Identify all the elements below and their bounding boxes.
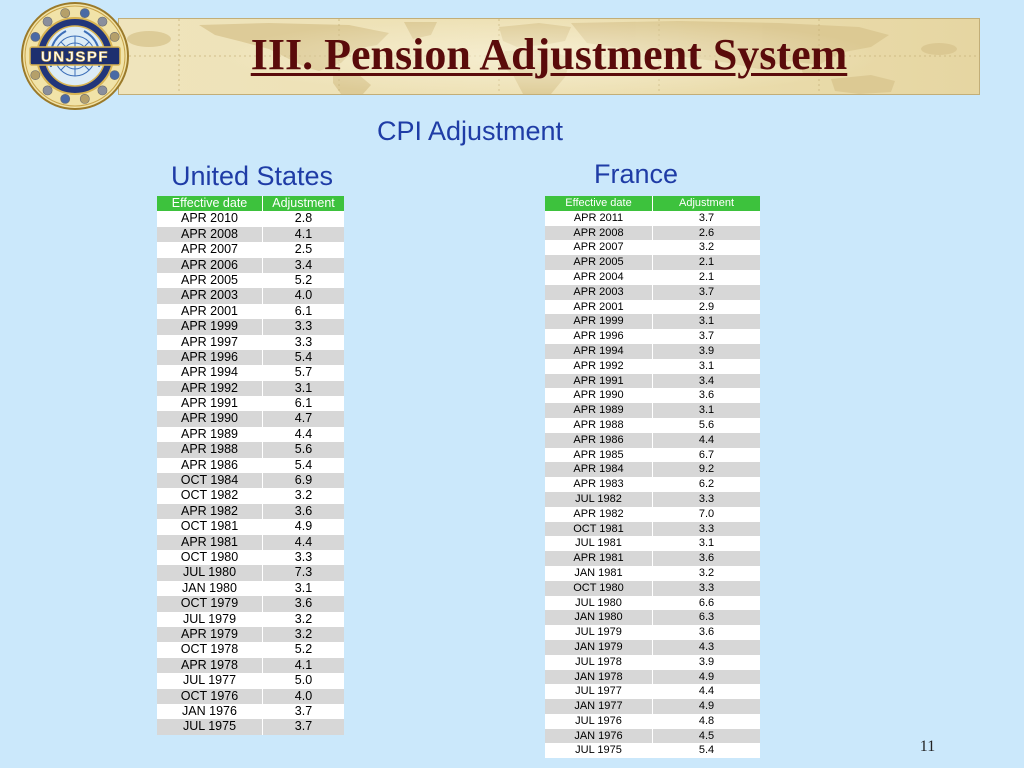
adjustment-cell: 3.3 xyxy=(652,492,760,507)
table-row xyxy=(157,627,344,642)
adjustment-cell: 4.5 xyxy=(652,729,760,744)
column-header-adjustment: Adjustment xyxy=(262,196,344,211)
adjustment-cell: 3.4 xyxy=(262,258,344,273)
adjustment-cell: 3.7 xyxy=(262,704,344,719)
effective-date-cell: JAN 1979 xyxy=(574,640,623,653)
table-row xyxy=(545,699,760,714)
table-header-row xyxy=(157,196,344,211)
table-row xyxy=(157,473,344,488)
table-row xyxy=(545,448,760,463)
effective-date-cell: APR 1989 xyxy=(181,426,238,441)
table-row xyxy=(157,242,344,257)
effective-date-cell: APR 2003 xyxy=(181,288,238,303)
table-row xyxy=(157,504,344,519)
adjustment-cell: 3.1 xyxy=(652,536,760,551)
effective-date-cell: APR 2001 xyxy=(181,303,238,318)
table-row xyxy=(545,433,760,448)
table-row xyxy=(545,270,760,285)
effective-date-cell: APR 1981 xyxy=(181,534,238,549)
table-row xyxy=(157,704,344,719)
table-row xyxy=(157,381,344,396)
effective-date-cell: APR 1982 xyxy=(181,503,238,518)
adjustment-cell: 3.1 xyxy=(262,581,344,596)
adjustment-cell: 3.2 xyxy=(652,240,760,255)
table-row xyxy=(157,319,344,334)
table-row xyxy=(545,255,760,270)
table-row xyxy=(157,396,344,411)
adjustment-cell: 3.2 xyxy=(262,627,344,642)
table-row xyxy=(157,304,344,319)
adjustment-cell: 5.7 xyxy=(262,365,344,380)
table-row xyxy=(157,227,344,242)
table-row xyxy=(545,714,760,729)
adjustment-cell: 3.3 xyxy=(262,319,344,334)
effective-date-cell: JUL 1975 xyxy=(182,719,237,734)
effective-date-cell: JUL 1980 xyxy=(575,596,622,609)
adjustment-cell: 3.6 xyxy=(262,504,344,519)
column-header-effective-date: Effective date xyxy=(565,197,632,209)
page-number: 11 xyxy=(919,738,936,755)
effective-date-cell: APR 1999 xyxy=(181,319,238,334)
table-row xyxy=(545,596,760,611)
effective-date-cell: APR 2006 xyxy=(181,257,238,272)
adjustment-cell: 3.3 xyxy=(262,335,344,350)
effective-date-cell: APR 2008 xyxy=(181,226,238,241)
effective-date-cell: JAN 1980 xyxy=(574,611,623,624)
table-row xyxy=(157,458,344,473)
effective-date-cell: APR 1988 xyxy=(573,418,624,431)
table-row xyxy=(545,566,760,581)
effective-date-cell: APR 1990 xyxy=(573,389,624,402)
table-row xyxy=(157,719,344,734)
adjustment-cell: 4.9 xyxy=(652,699,760,714)
table-row xyxy=(545,684,760,699)
effective-date-cell: APR 2004 xyxy=(573,270,624,283)
agency-emblem-icon xyxy=(61,9,70,18)
effective-date-cell: JUL 1982 xyxy=(575,492,622,505)
table-row xyxy=(545,743,760,758)
adjustment-cell: 4.4 xyxy=(262,535,344,550)
effective-date-cell: JAN 1980 xyxy=(182,580,237,595)
effective-date-cell: JUL 1977 xyxy=(182,673,237,688)
effective-date-cell: APR 1994 xyxy=(573,344,624,357)
adjustment-cell: 3.9 xyxy=(652,344,760,359)
unjspf-logo xyxy=(20,1,130,111)
adjustment-cell: 4.9 xyxy=(652,670,760,685)
agency-emblem-icon xyxy=(80,9,89,18)
effective-date-cell: APR 1986 xyxy=(573,433,624,446)
table-row xyxy=(545,729,760,744)
adjustment-cell: 4.1 xyxy=(262,227,344,242)
logo-text: UNJSPF xyxy=(40,48,110,66)
effective-date-cell: OCT 1978 xyxy=(180,642,239,657)
table-row xyxy=(545,374,760,389)
table-row xyxy=(545,300,760,315)
effective-date-cell: APR 1982 xyxy=(573,507,624,520)
adjustment-cell: 2.8 xyxy=(262,211,344,226)
effective-date-cell: APR 2011 xyxy=(573,211,624,224)
adjustment-cell: 3.3 xyxy=(652,522,760,537)
adjustment-cell: 5.4 xyxy=(262,458,344,473)
table-row xyxy=(545,655,760,670)
adjustment-cell: 3.1 xyxy=(652,403,760,418)
effective-date-cell: APR 2003 xyxy=(573,285,624,298)
effective-date-cell: APR 1996 xyxy=(181,349,238,364)
effective-date-cell: OCT 1984 xyxy=(180,473,239,488)
effective-date-cell: APR 1991 xyxy=(573,374,624,387)
adjustment-cell: 4.7 xyxy=(262,411,344,426)
adjustment-cell: 4.0 xyxy=(262,288,344,303)
effective-date-cell: OCT 1980 xyxy=(573,581,624,594)
effective-date-cell: OCT 1979 xyxy=(180,596,239,611)
table-row xyxy=(157,565,344,580)
adjustment-cell: 2.1 xyxy=(652,255,760,270)
table-row xyxy=(157,689,344,704)
table-row xyxy=(157,442,344,457)
adjustment-cell: 5.0 xyxy=(262,673,344,688)
table-row xyxy=(545,462,760,477)
effective-date-cell: JUL 1981 xyxy=(575,537,622,550)
effective-date-cell: OCT 1976 xyxy=(180,688,239,703)
adjustment-cell: 3.7 xyxy=(652,329,760,344)
effective-date-cell: JUL 1976 xyxy=(575,714,622,727)
adjustment-cell: 4.4 xyxy=(652,433,760,448)
agency-emblem-icon xyxy=(98,17,107,26)
effective-date-cell: OCT 1980 xyxy=(180,549,239,564)
effective-date-cell: APR 1979 xyxy=(181,626,238,641)
table-row xyxy=(157,335,344,350)
effective-date-cell: JUL 1977 xyxy=(575,685,622,698)
adjustment-cell: 4.3 xyxy=(652,640,760,655)
table-row xyxy=(545,522,760,537)
adjustment-cell: 6.1 xyxy=(262,396,344,411)
effective-date-cell: APR 1986 xyxy=(181,457,238,472)
us-cpi-table xyxy=(157,196,344,735)
effective-date-cell: APR 1992 xyxy=(573,359,624,372)
adjustment-cell: 5.2 xyxy=(262,642,344,657)
effective-date-cell: JAN 1978 xyxy=(574,670,623,683)
adjustment-cell: 3.7 xyxy=(652,285,760,300)
adjustment-cell: 3.2 xyxy=(262,488,344,503)
table-row xyxy=(545,211,760,226)
adjustment-cell: 6.3 xyxy=(652,610,760,625)
table-row xyxy=(157,581,344,596)
effective-date-cell: APR 1981 xyxy=(573,552,624,565)
effective-date-cell: JUL 1979 xyxy=(182,611,237,626)
effective-date-cell: JAN 1976 xyxy=(182,703,237,718)
table-row xyxy=(545,314,760,329)
effective-date-cell: OCT 1982 xyxy=(180,488,239,503)
table-row xyxy=(157,365,344,380)
adjustment-cell: 5.6 xyxy=(652,418,760,433)
effective-date-cell: APR 1990 xyxy=(181,411,238,426)
table-row xyxy=(157,273,344,288)
agency-emblem-icon xyxy=(31,70,40,79)
table-row xyxy=(545,625,760,640)
effective-date-cell: JAN 1981 xyxy=(574,566,623,579)
adjustment-cell: 4.1 xyxy=(262,658,344,673)
effective-date-cell: APR 2007 xyxy=(573,241,624,254)
adjustment-cell: 4.0 xyxy=(262,689,344,704)
effective-date-cell: APR 2005 xyxy=(181,272,238,287)
table-row xyxy=(545,418,760,433)
table-row xyxy=(157,427,344,442)
section-heading: CPI Adjustment xyxy=(376,116,564,146)
effective-date-cell: JAN 1977 xyxy=(574,700,623,713)
effective-date-cell: APR 1992 xyxy=(181,380,238,395)
adjustment-cell: 6.7 xyxy=(652,448,760,463)
agency-emblem-icon xyxy=(80,94,89,103)
adjustment-cell: 3.1 xyxy=(652,314,760,329)
adjustment-cell: 2.5 xyxy=(262,242,344,257)
table-row xyxy=(545,507,760,522)
agency-emblem-icon xyxy=(31,32,40,41)
adjustment-cell: 3.4 xyxy=(652,374,760,389)
table-row xyxy=(545,536,760,551)
adjustment-cell: 3.7 xyxy=(262,719,344,734)
table-row xyxy=(157,550,344,565)
adjustment-cell: 2.1 xyxy=(652,270,760,285)
adjustment-cell: 7.0 xyxy=(652,507,760,522)
adjustment-cell: 3.3 xyxy=(652,581,760,596)
adjustment-cell: 3.7 xyxy=(652,211,760,226)
table-row xyxy=(157,258,344,273)
agency-emblem-icon xyxy=(61,94,70,103)
table-header-row xyxy=(545,196,760,211)
france-table-caption: France xyxy=(593,159,679,189)
effective-date-cell: JUL 1980 xyxy=(182,565,237,580)
table-row xyxy=(157,642,344,657)
table-row xyxy=(545,477,760,492)
effective-date-cell: APR 1984 xyxy=(573,463,624,476)
adjustment-cell: 5.6 xyxy=(262,442,344,457)
table-row xyxy=(545,388,760,403)
adjustment-cell: 3.3 xyxy=(262,550,344,565)
table-row xyxy=(545,403,760,418)
france-cpi-table xyxy=(545,196,760,758)
effective-date-cell: JUL 1978 xyxy=(575,655,622,668)
effective-date-cell: JUL 1979 xyxy=(575,626,622,639)
table-row xyxy=(157,488,344,503)
table-row xyxy=(157,288,344,303)
table-row xyxy=(545,285,760,300)
table-row xyxy=(157,211,344,226)
adjustment-cell: 5.2 xyxy=(262,273,344,288)
effective-date-cell: APR 1999 xyxy=(573,315,624,328)
adjustment-cell: 3.2 xyxy=(652,566,760,581)
effective-date-cell: JAN 1976 xyxy=(574,729,623,742)
adjustment-cell: 7.3 xyxy=(262,565,344,580)
adjustment-cell: 5.4 xyxy=(652,743,760,758)
effective-date-cell: APR 1983 xyxy=(573,478,624,491)
effective-date-cell: JUL 1975 xyxy=(575,744,622,757)
table-row xyxy=(157,596,344,611)
table-row xyxy=(157,535,344,550)
table-row xyxy=(545,640,760,655)
effective-date-cell: APR 2007 xyxy=(181,242,238,257)
adjustment-cell: 3.6 xyxy=(652,551,760,566)
column-header-adjustment: Adjustment xyxy=(652,196,760,211)
effective-date-cell: OCT 1981 xyxy=(180,519,239,534)
adjustment-cell: 6.2 xyxy=(652,477,760,492)
adjustment-cell: 2.6 xyxy=(652,226,760,241)
effective-date-cell: APR 1989 xyxy=(573,404,624,417)
effective-date-cell: APR 1985 xyxy=(573,448,624,461)
effective-date-cell: APR 2005 xyxy=(573,256,624,269)
adjustment-cell: 3.6 xyxy=(652,625,760,640)
table-row xyxy=(545,359,760,374)
adjustment-cell: 3.1 xyxy=(262,381,344,396)
adjustment-cell: 3.9 xyxy=(652,655,760,670)
effective-date-cell: APR 1994 xyxy=(181,365,238,380)
adjustment-cell: 2.9 xyxy=(652,300,760,315)
table-row xyxy=(545,344,760,359)
adjustment-cell: 4.8 xyxy=(652,714,760,729)
table-row xyxy=(545,670,760,685)
column-header-effective-date: Effective date xyxy=(171,196,248,210)
table-row xyxy=(545,551,760,566)
adjustment-cell: 4.4 xyxy=(262,427,344,442)
table-row xyxy=(545,492,760,507)
adjustment-cell: 6.6 xyxy=(652,596,760,611)
table-row xyxy=(157,350,344,365)
adjustment-cell: 3.2 xyxy=(262,612,344,627)
adjustment-cell: 3.1 xyxy=(652,359,760,374)
adjustment-cell: 5.4 xyxy=(262,350,344,365)
adjustment-cell: 6.1 xyxy=(262,304,344,319)
table-row xyxy=(157,673,344,688)
effective-date-cell: APR 1991 xyxy=(181,396,238,411)
effective-date-cell: OCT 1981 xyxy=(573,522,624,535)
agency-emblem-icon xyxy=(98,86,107,95)
adjustment-cell: 4.4 xyxy=(652,684,760,699)
adjustment-cell: 9.2 xyxy=(652,462,760,477)
table-row xyxy=(157,612,344,627)
table-row xyxy=(545,581,760,596)
table-row xyxy=(545,240,760,255)
slide-title: III. Pension Adjustment System xyxy=(250,30,848,79)
agency-emblem-icon xyxy=(43,86,52,95)
effective-date-cell: APR 2008 xyxy=(573,226,624,239)
table-row xyxy=(157,519,344,534)
table-row xyxy=(157,658,344,673)
effective-date-cell: APR 1988 xyxy=(181,442,238,457)
effective-date-cell: APR 2010 xyxy=(181,211,238,226)
table-row xyxy=(545,226,760,241)
adjustment-cell: 3.6 xyxy=(262,596,344,611)
effective-date-cell: APR 1997 xyxy=(181,334,238,349)
agency-emblem-icon xyxy=(43,17,52,26)
effective-date-cell: APR 2001 xyxy=(573,300,624,313)
effective-date-cell: APR 1978 xyxy=(181,657,238,672)
table-row xyxy=(545,610,760,625)
table-row xyxy=(157,411,344,426)
us-table-caption: United States xyxy=(170,161,334,191)
adjustment-cell: 3.6 xyxy=(652,388,760,403)
effective-date-cell: APR 1996 xyxy=(573,330,624,343)
adjustment-cell: 4.9 xyxy=(262,519,344,534)
table-row xyxy=(545,329,760,344)
adjustment-cell: 6.9 xyxy=(262,473,344,488)
